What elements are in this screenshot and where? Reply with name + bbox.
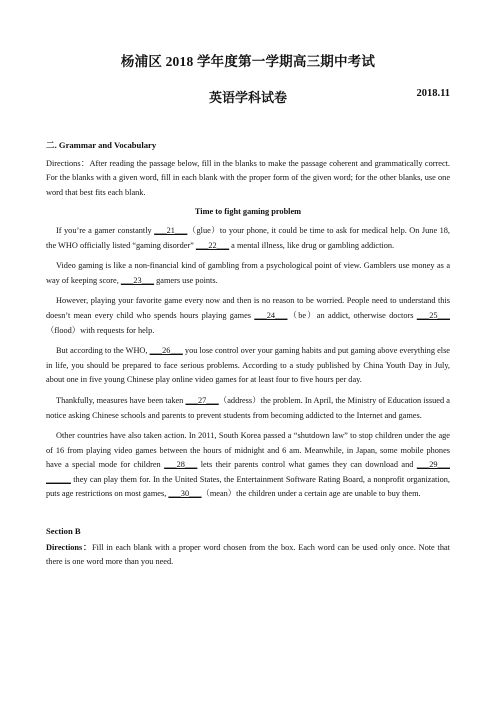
answer-blank: ___29___ ______ [46, 460, 450, 484]
paragraph-text: However, playing your favorite game every now and then is no reason to be worried. People need to understand this doesn’t mean every child who spends hours playing games [46, 296, 450, 320]
exam-title: 杨浦区 2018 学年度第一学期高三期中考试 [120, 54, 376, 69]
exam-content [46, 138, 450, 575]
section-b-directions-text: Fill in each blank with a proper word chosen from the box. Each word can be used only once. Note that there is one word more than you need. [46, 542, 450, 567]
paragraph-text: Other countries have also taken action. In 2011, South Korea passed a “shutdown law” to stop children under the age of 16 from playing video games between the hours of midnight and 6 am. Meanwhile, in Japan, some mobile phones have a special mode for children [46, 431, 450, 470]
directions-text: After reading the passage below, fill in the blanks to make the passage coherent and grammatically correct. For the blanks with a given word, fill in each blank with the proper form of the given word; for the other blanks, use one word that best fits each blank. [46, 158, 451, 197]
exam-subtitle: 英语学科试卷 [208, 90, 287, 105]
paragraph-text: （mean）the children under a certain age are unable to buy them. [201, 489, 421, 499]
paragraph-text: Thankfully, measures have been taken [56, 395, 186, 405]
section-b-directions-label: Directions： [46, 542, 93, 552]
answer-blank: ___26___ [149, 346, 183, 356]
paragraph-text: （glue）to your phone, it could be time to ask for medical help. On June 18, the WHO officially listed “gaming disorder” [46, 225, 450, 250]
passage-paragraph [46, 394, 450, 423]
answer-blank: ___21___ [154, 225, 188, 235]
answer-blank: ___25___ [416, 310, 450, 320]
passage [46, 224, 450, 502]
directions-label: Directions： [46, 158, 90, 168]
section-heading: 二. Grammar and Vocabulary [46, 140, 157, 150]
section-b [46, 524, 450, 570]
paragraph-text: Video gaming is like a non-financial kind of gambling from a psychological point of view. Gamblers use money as a way of keeping score, [46, 261, 450, 285]
passage-paragraph [46, 344, 450, 388]
passage-title: Time to fight gaming problem [194, 207, 302, 217]
passage-paragraph [46, 259, 450, 288]
paragraph-text: （address）the problem. In April, the Ministry of Education issued a notice asking Chinese schools and parents to prevent students from becoming addicted to the Internet and games. [46, 395, 450, 420]
passage-paragraph [46, 429, 450, 502]
section-b-heading: Section B [46, 526, 81, 537]
passage-paragraph [46, 294, 450, 338]
paragraph-text: you lose control over your gaming habits and put gaming above everything else in life, you should be prepared to face serious problems. According to a study published by China Youth Day in July, about one in five young Chinese play online video games for at least four to five hours per day. [46, 346, 450, 385]
answer-blank: ___28___ [164, 460, 198, 470]
answer-blank: ___22___ [195, 240, 230, 250]
answer-blank: ___23___ [120, 275, 155, 285]
paragraph-text: But according to the WHO, [56, 346, 150, 356]
directions [46, 157, 450, 201]
paragraph-text: lets their parents control what games they can download and [197, 460, 417, 470]
answer-blank: ___24___ [254, 310, 288, 320]
answer-blank: ___27___ [185, 395, 219, 405]
exam-date: 2018.11 [416, 88, 450, 99]
paragraph-text: a mental illness, like drug or gambling addiction. [229, 240, 395, 250]
paragraph-text: If you’re a gamer constantly [56, 225, 155, 235]
paragraph-text: gamers use points. [154, 275, 218, 285]
paragraph-text: （flood）with requests for help. [46, 325, 155, 335]
answer-blank: ___30___ [168, 489, 202, 499]
section-b-directions [46, 541, 450, 570]
paragraph-text: they can play them for. In the United States, the Entertainment Software Rating Board, a nonprofit organization, puts age restrictions on most games, [46, 474, 450, 499]
subtitle-row [0, 87, 496, 105]
paragraph-text: （be）an addict, otherwise doctors [287, 310, 417, 320]
passage-paragraph [46, 224, 450, 253]
